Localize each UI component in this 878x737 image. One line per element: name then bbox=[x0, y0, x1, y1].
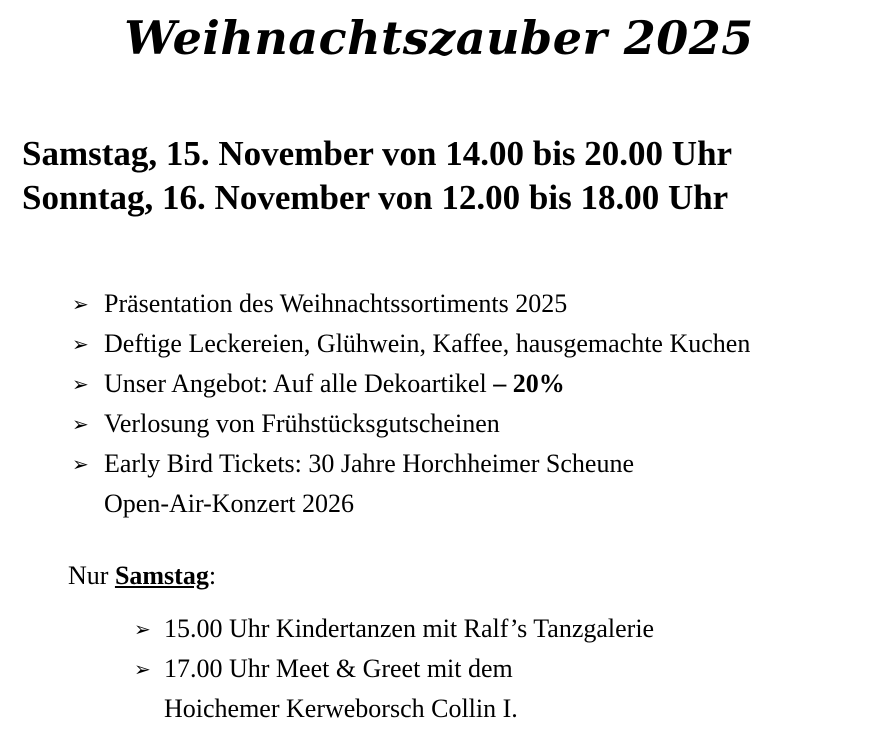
arrow-bullet-icon: ➢ bbox=[72, 412, 89, 436]
list-item-text: 15.00 Uhr Kindertanzen mit Ralf’s Tanzgalerie bbox=[164, 614, 655, 643]
list-item bbox=[72, 324, 750, 364]
list-item bbox=[72, 404, 750, 444]
date-sunday: Sonntag, 16. November von 12.00 bis 18.00 Uhr bbox=[22, 178, 729, 217]
list-item-text-continued: Hoichemer Kerweborsch Collin I. bbox=[164, 694, 518, 723]
list-item-text: Early Bird Tickets: 30 Jahre Horchheimer Scheune bbox=[104, 449, 634, 478]
highlights-list bbox=[72, 284, 750, 524]
discount-value: – 20% bbox=[493, 369, 565, 398]
list-item-text: Verlosung von Frühstücksgutscheinen bbox=[104, 409, 500, 438]
list-item bbox=[134, 649, 654, 729]
list-item bbox=[72, 444, 750, 524]
list-item bbox=[72, 364, 750, 404]
arrow-bullet-icon: ➢ bbox=[72, 372, 89, 396]
arrow-bullet-icon: ➢ bbox=[134, 657, 151, 681]
list-item-text: 17.00 Uhr Meet & Greet mit dem bbox=[164, 654, 513, 683]
arrow-bullet-icon: ➢ bbox=[134, 617, 151, 641]
saturday-only-list bbox=[134, 609, 654, 729]
arrow-bullet-icon: ➢ bbox=[72, 452, 89, 476]
heading-day: Samstag bbox=[114, 561, 209, 590]
list-item-text: Deftige Leckereien, Glühwein, Kaffee, hausgemachte Kuchen bbox=[104, 329, 751, 358]
arrow-bullet-icon: ➢ bbox=[72, 332, 89, 356]
heading-suffix: : bbox=[208, 561, 217, 590]
list-item-text: Präsentation des Weihnachtssortiments 2025 bbox=[104, 289, 568, 318]
heading-prefix: Nur bbox=[68, 561, 115, 590]
arrow-bullet-icon: ➢ bbox=[72, 292, 89, 316]
list-item-text-continued: Open-Air-Konzert 2026 bbox=[104, 489, 355, 518]
event-title: Weihnachtszauber 2025 bbox=[124, 11, 754, 65]
list-item-text: Unser Angebot: Auf alle Dekoartikel bbox=[104, 369, 494, 398]
date-saturday: Samstag, 15. November von 14.00 bis 20.00 Uhr bbox=[22, 134, 733, 173]
list-item bbox=[134, 609, 654, 649]
saturday-only-heading bbox=[68, 556, 216, 596]
list-item bbox=[72, 284, 750, 324]
